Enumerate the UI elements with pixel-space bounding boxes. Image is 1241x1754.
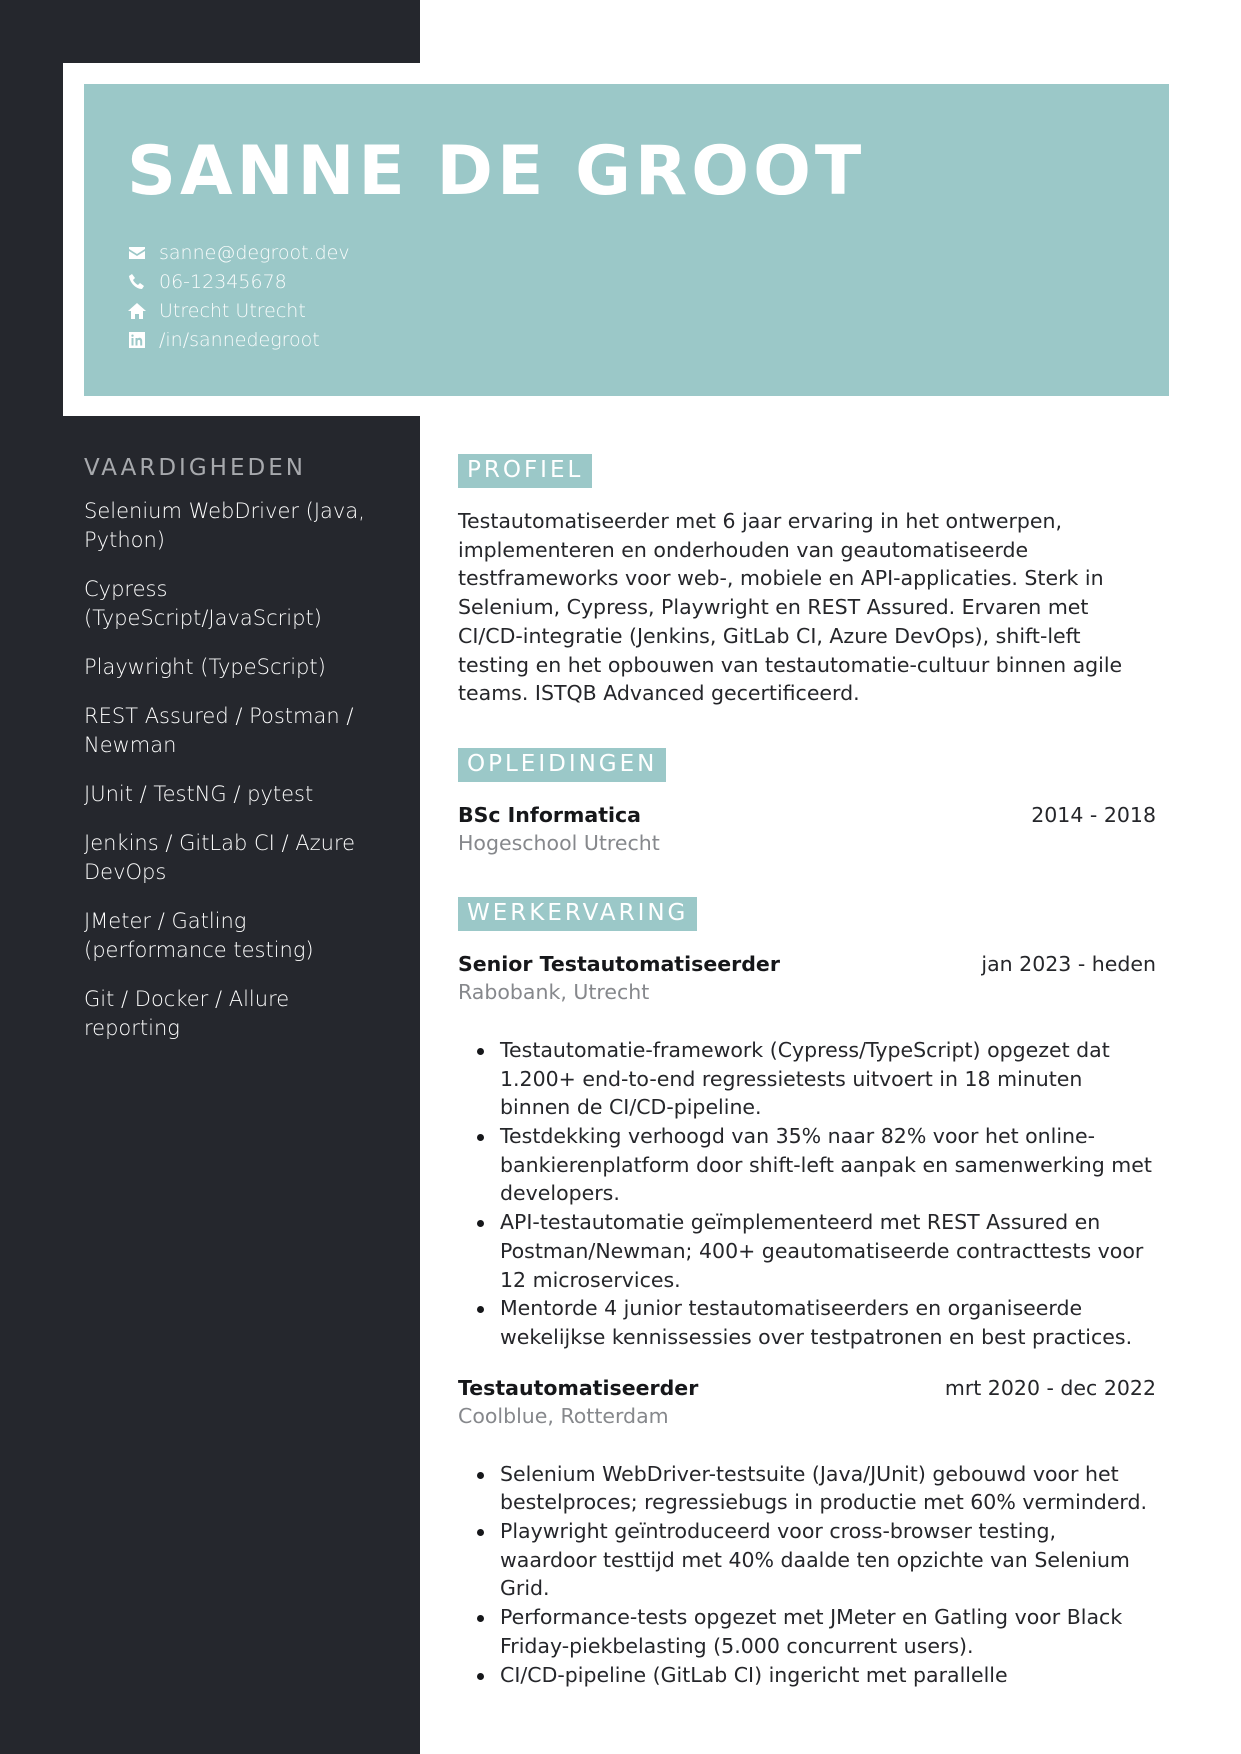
experience-title: WERKERVARING: [458, 897, 697, 931]
bullet-item: API-testautomatie geïmplementeerd met REST Assured en Postman/Newman; 400+ geautomatiseerde contracttests voor 12 microservices.: [500, 1208, 1156, 1294]
header: [84, 84, 1169, 396]
job-bullets: [458, 1036, 1156, 1352]
education-section: [458, 748, 1156, 857]
profile-text: Testautomatiseerder met 6 jaar ervaring in het ontwerpen, implementeren en onderhouden van geautomatiseerde testframeworks voor web-, mobiele en API-applicaties. Sterk in Selenium, Cypress, Playwright en REST Assured. Ervaren met CI/CD-integratie (Jenkins, GitLab CI, Azure DevOps), shift-left testing en het opbouwen van testautomatie-cultuur binnen agile teams. ISTQB Advanced gecertificeerd.: [458, 509, 1123, 706]
skill-item: Jenkins / GitLab CI / Azure DevOps: [84, 831, 356, 884]
bullet-item: CI/CD-pipeline (GitLab CI) ingericht met parallelle: [500, 1661, 1156, 1690]
skill-item: JMeter / Gatling (performance testing): [84, 909, 314, 962]
job-company: Coolblue, Rotterdam: [458, 1403, 669, 1428]
contact-location-text: Utrecht Utrecht: [159, 299, 306, 322]
contact-location: [127, 296, 350, 325]
job-company: Rabobank, Utrecht: [458, 979, 650, 1004]
job-role: Testautomatiseerder: [458, 1375, 699, 1400]
skill-item: Playwright (TypeScript): [84, 655, 326, 679]
job-header: [458, 950, 1156, 978]
job-header: [458, 1374, 1156, 1402]
bullet-item: Mentorde 4 junior testautomatiseerders en organiseerde wekelijkse kennissessies over testpatronen en best practices.: [500, 1294, 1156, 1351]
bullet-item: Performance-tests opgezet met JMeter en Gatling voor Black Friday-piekbelasting (5.000 concurrent users).: [500, 1603, 1156, 1660]
experience-section: [458, 897, 1156, 1689]
skill-item: Git / Docker / Allure reporting: [84, 987, 290, 1040]
bullet-item: Selenium WebDriver-testsuite (Java/JUnit) gebouwd voor het bestelproces; regressiebugs in productie met 60% verminderd.: [500, 1460, 1156, 1517]
linkedin-icon: [127, 330, 147, 350]
home-icon: [127, 301, 147, 321]
school-name: Hogeschool Utrecht: [458, 830, 660, 855]
candidate-name: SANNE DE GROOT: [127, 132, 866, 211]
contact-phone[interactable]: [127, 267, 350, 296]
skill-item: Cypress (TypeScript/JavaScript): [84, 577, 322, 630]
bullet-item: Playwright geïntroduceerd voor cross-browser testing, waardoor testtijd met 40% daalde ten opzichte van Selenium Grid.: [500, 1517, 1156, 1603]
skill-item: Selenium WebDriver (Java, Python): [84, 499, 365, 552]
contact-linkedin[interactable]: [127, 325, 350, 354]
contact-email[interactable]: [127, 238, 350, 267]
profile-title: PROFIEL: [458, 454, 592, 488]
education-entry-header: [458, 801, 1156, 829]
skill-item: JUnit / TestNG / pytest: [84, 782, 314, 806]
bullet-item: Testdekking verhoogd van 35% naar 82% voor het online-bankierenplatform door shift-left aanpak en samenwerking met developers.: [500, 1122, 1156, 1208]
profile-section: [458, 454, 1156, 708]
job-bullets: [458, 1460, 1156, 1690]
contact-linkedin-text: /in/sannedegroot: [159, 328, 320, 351]
skills-sidebar: [84, 455, 384, 1063]
contact-phone-text: 06-12345678: [159, 270, 287, 293]
contact-list: [127, 238, 350, 354]
job-entry: [458, 1374, 1156, 1690]
job-dates: mrt 2020 - dec 2022: [944, 1375, 1156, 1400]
job-entry: [458, 950, 1156, 1352]
bullet-item: Testautomatie-framework (Cypress/TypeScript) opgezet dat 1.200+ end-to-end regressietests uitvoert in 18 minuten binnen de CI/CD-pipeline.: [500, 1036, 1156, 1122]
skill-item: REST Assured / Postman / Newman: [84, 704, 354, 757]
phone-icon: [127, 272, 147, 292]
job-dates: jan 2023 - heden: [981, 951, 1156, 976]
education-title: OPLEIDINGEN: [458, 748, 666, 782]
job-role: Senior Testautomatiseerder: [458, 951, 780, 976]
education-entry: [458, 801, 1156, 857]
envelope-icon: [127, 243, 147, 263]
education-dates: 2014 - 2018: [1031, 802, 1156, 827]
skills-title: VAARDIGHEDEN: [84, 455, 306, 481]
contact-email-text: sanne@degroot.dev: [159, 241, 350, 264]
main-content: [458, 454, 1156, 1711]
degree-title: BSc Informatica: [458, 802, 642, 827]
